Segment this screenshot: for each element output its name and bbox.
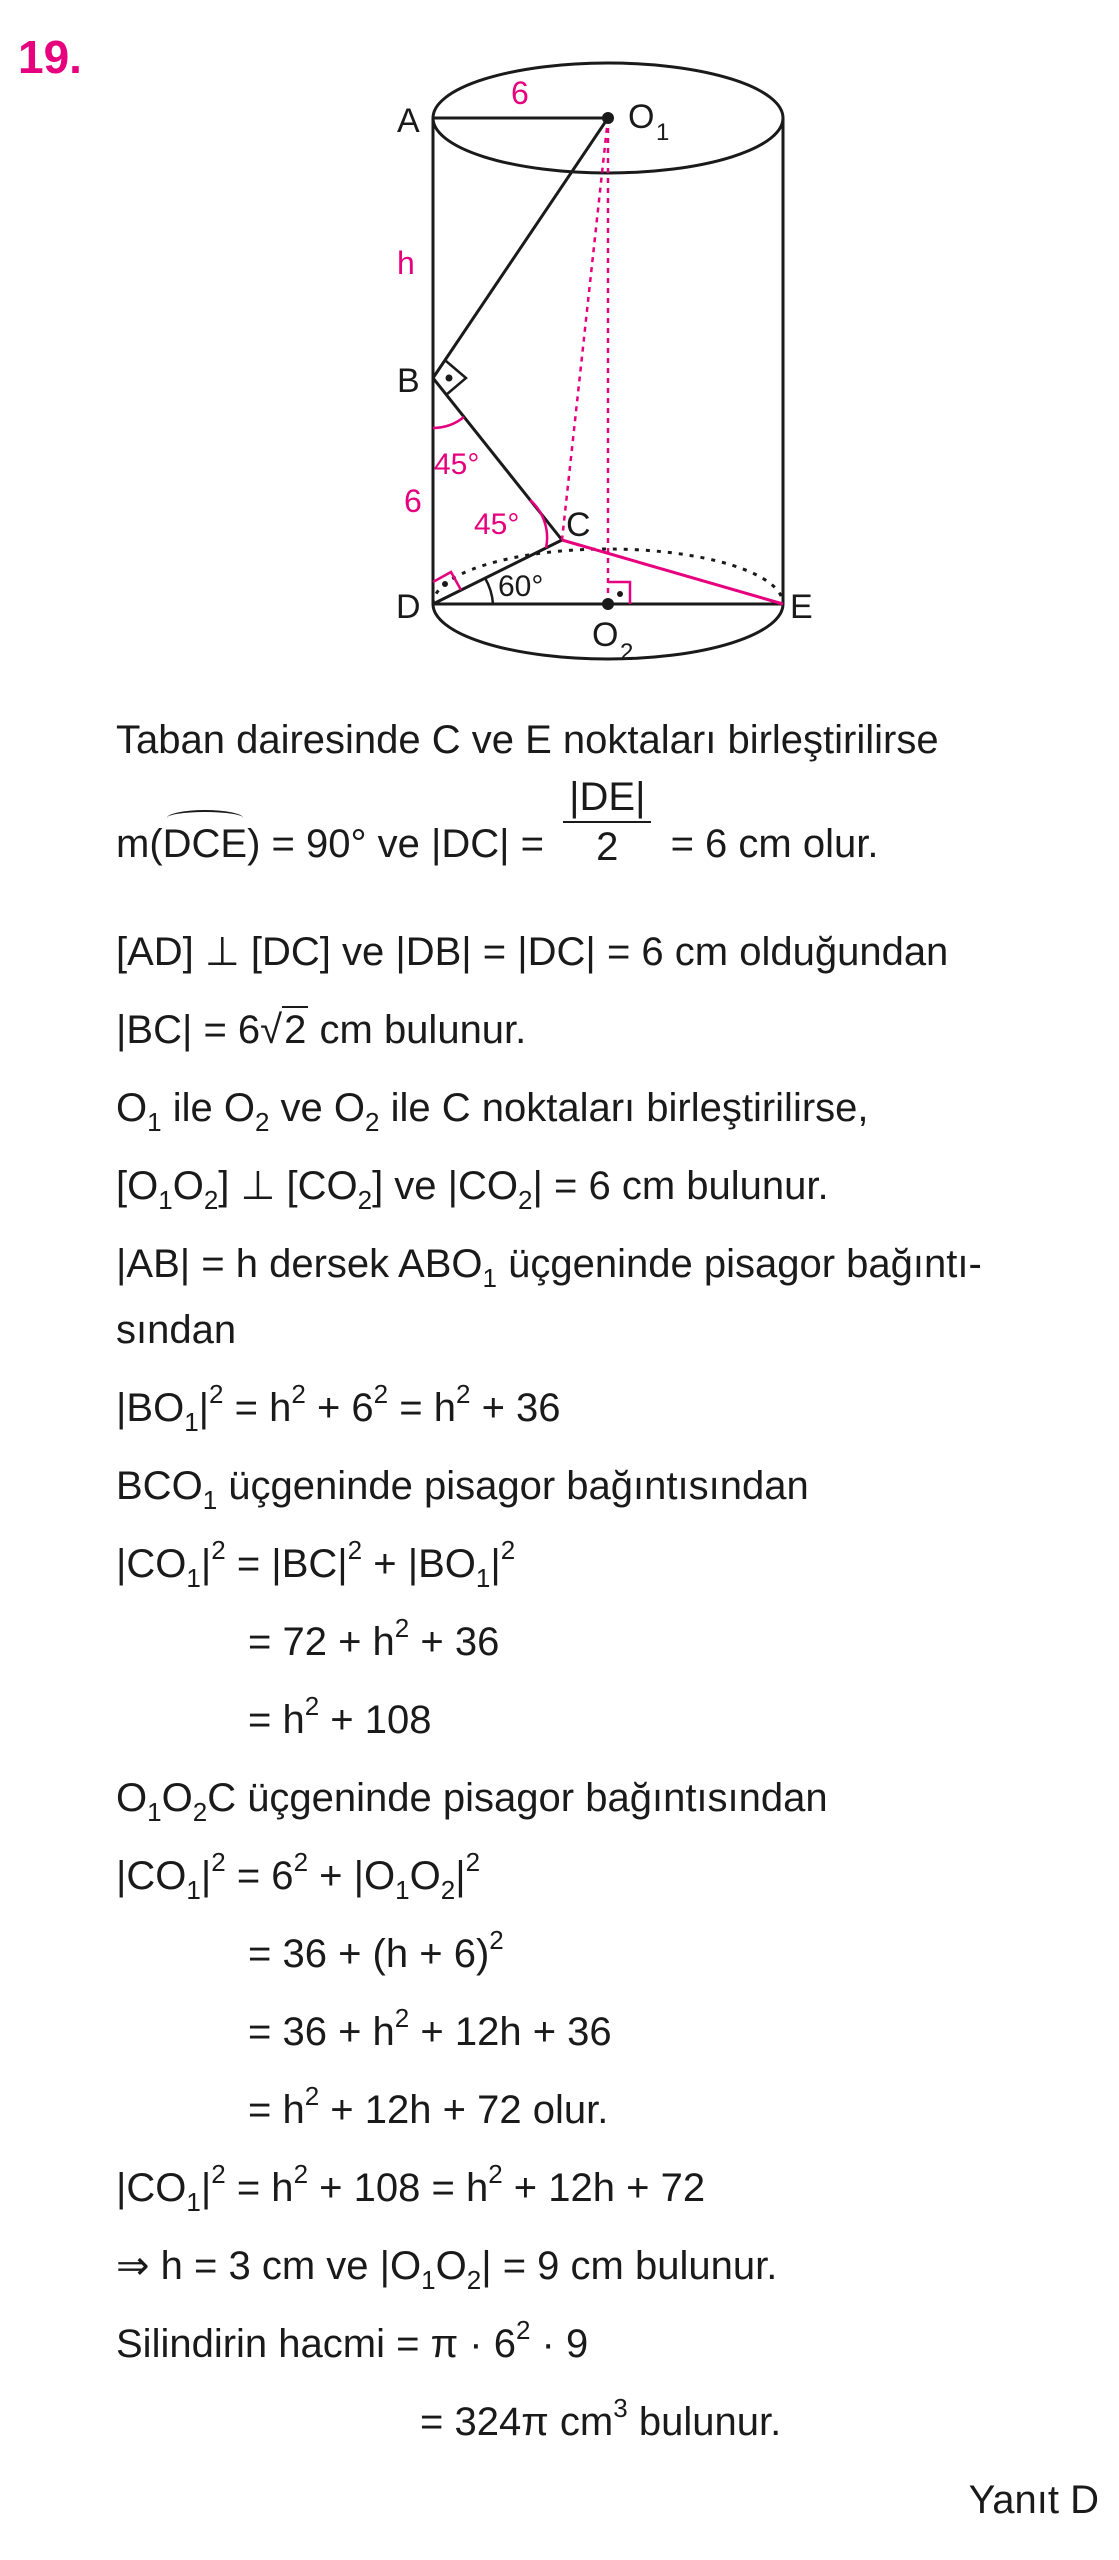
solution-line-14: $O_1O_2C$ üçgeninde pisagor bağıntısından: [116, 1776, 828, 1827]
label-six-top: 6: [511, 75, 529, 111]
solution-line-3: [AD] ⊥ [DC] ve |DB| = |DC| = 6 cm olduğundan: [116, 930, 949, 974]
solution-line-19: $|CO_1|^2 = h^2 + 108 = h^2 + 12h + 72$: [116, 2159, 706, 2217]
angle-arc-D: [485, 578, 493, 604]
question-number: 19.: [18, 31, 82, 83]
solution-line-9: $|BO_1|^2 = h^2 + 6^2 = h^2 + 36$: [116, 1379, 561, 1437]
solution-line-5: $O_1$ ile $O_2$ ve $O_2$ ile C noktaları birleştirilirse,: [116, 1086, 869, 1137]
solution-line-17: = $36 + h^2 + 12h + 36$: [248, 2003, 612, 2054]
fraction: $\frac{|DE|}{2}$: [563, 773, 651, 871]
point-O2: [602, 598, 614, 610]
solution-line-7: |AB| = h dersek $ABO_1$ üçgeninde pisagor bağıntı-: [116, 1242, 982, 1293]
solution-line-6: $[O_1O_2]$ ⊥ $[CO_2]$ ve $|CO_2| = 6$ cm bulunur.: [116, 1164, 829, 1215]
solution-line-15: $|CO_1|^2 = 6^2 + |O_1O_2|^2$: [116, 1847, 481, 1905]
solution-line-4: |BC| = 6√2 cm bulunur.: [116, 1008, 527, 1052]
label-angle45-C: 45°: [474, 508, 520, 541]
solution-line-11: $|CO_1|^2 = |BC|^2 + |BO_1|^2$: [116, 1535, 516, 1593]
right-angle-O2-dot: [617, 591, 623, 597]
cylinder-figure: [0, 0, 1119, 700]
right-angle-D-dot: [442, 581, 448, 587]
solution-line-2: m( DCE) = 90° ve |DC| = $\frac{|DE|}{2}$ = 6 cm olur.: [116, 775, 879, 870]
label-O1-sub: 1: [656, 119, 670, 146]
solution-line-12: = $72 + h^2 + 36$: [248, 1613, 500, 1664]
label-angle45-B: 45°: [434, 448, 480, 481]
solution-line-13: = $h^2 + 108$: [248, 1691, 432, 1742]
label-O1: O: [628, 98, 655, 136]
arc-mark: [167, 810, 243, 826]
label-B: B: [397, 362, 420, 400]
solution-line-16: = $36 + (h + 6)^2$: [248, 1925, 504, 1976]
solution-line-21: Silindirin hacmi = $\pi \cdot 6^2 \cdot 9$: [116, 2315, 589, 2366]
angle-arc-C: [530, 500, 547, 548]
right-angle-D: [433, 572, 461, 590]
answer-label: Yanıt D: [968, 2478, 1099, 2522]
label-A: A: [397, 102, 420, 140]
label-O2: O: [592, 616, 619, 654]
solution-line-8: sından: [116, 1308, 237, 1352]
solution-line-10: $BCO_1$ üçgeninde pisagor bağıntısından: [116, 1464, 809, 1515]
segment-CE: [562, 540, 783, 604]
label-h: h: [397, 245, 415, 281]
label-E: E: [790, 588, 813, 626]
solution-line-18: = $h^2 + 12h + 72$ olur.: [248, 2081, 609, 2132]
right-angle-B-dot: [446, 375, 453, 382]
point-O1: [602, 112, 614, 124]
solution-line-1: Taban dairesinde C ve E noktaları birleştirilirse: [116, 718, 939, 762]
label-angle60: 60°: [498, 570, 544, 603]
segment-BO1: [433, 118, 608, 378]
label-six-left: 6: [404, 483, 422, 519]
angle-arc-B: [433, 417, 464, 428]
solution-line-20: ⇒ h = 3 cm ve $|O_1O_2| = 9$ cm bulunur.: [116, 2244, 778, 2295]
label-D: D: [396, 588, 421, 626]
label-C: C: [566, 506, 591, 544]
segment-O1C-dashed: [562, 118, 608, 540]
label-O2-sub: 2: [620, 639, 634, 666]
solution-line-22: = 324π $cm^3$ bulunur.: [420, 2393, 782, 2444]
